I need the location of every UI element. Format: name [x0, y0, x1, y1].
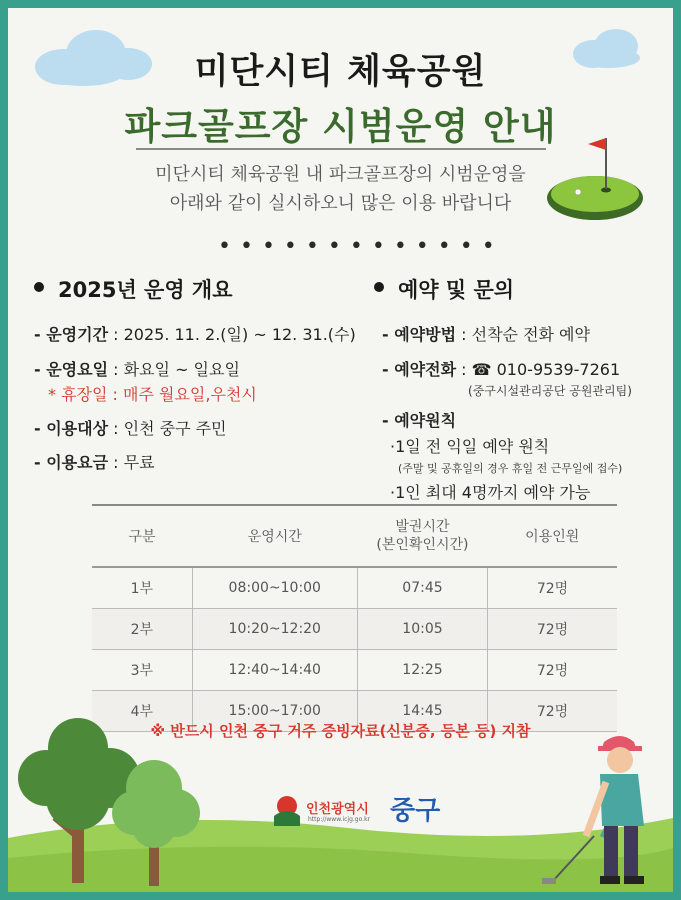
period-item: [34, 322, 356, 345]
table-cell: 07:45: [357, 567, 487, 609]
target-item: [34, 416, 227, 439]
rule-1: ·1일 전 익일 예약 원칙: [390, 437, 550, 456]
fee-value: : 무료: [108, 453, 155, 472]
golf-green-icon: [540, 126, 650, 226]
rule-1-note: (주말 및 공휴일의 경우 휴일 전 근무일에 접수): [398, 462, 623, 475]
table-cell: 72명: [487, 567, 617, 609]
bullet-icon: [374, 282, 384, 292]
table-cell: 12:40~14:40: [192, 650, 357, 691]
table-row: [92, 609, 617, 650]
rule-2: ·1인 최대 4명까지 예약 가능: [390, 483, 591, 502]
intro-line: 아래와 같이 실시하오니 많은 이용 바랍니다: [169, 193, 512, 214]
tree-icon: [14, 708, 214, 888]
days-label: - 운영요일: [34, 360, 109, 379]
method-item: [382, 322, 590, 345]
table-cell: 1부: [92, 567, 192, 609]
days-item: [34, 357, 240, 380]
phone-item: [382, 357, 620, 380]
table-cell: 10:05: [357, 609, 487, 650]
period-value: : 2025. 11. 2.(일) ~ 12. 31.(수): [108, 325, 356, 344]
intro-line: 미단시티 체육공원 내 파크골프장의 시범운영을: [155, 164, 526, 185]
fee-label: - 이용요금: [34, 453, 109, 472]
target-label: - 이용대상: [34, 419, 109, 438]
page-title: 미단시티 체육공원: [194, 52, 487, 92]
table-cell: 14:45: [357, 691, 487, 732]
table-header-row: [92, 505, 617, 567]
method-value: : 선착순 전화 예약: [456, 325, 590, 344]
section-heading-overview: 2025년 운영 개요: [58, 278, 233, 302]
table-header-line: (본인확인시간): [376, 537, 469, 553]
phone-label: - 예약전화: [382, 360, 457, 379]
table-header: 운영시간: [192, 505, 357, 567]
fee-item: [34, 450, 155, 473]
closed-note: * 휴장일 : 매주 월요일,우천시: [48, 385, 257, 404]
table-cell: 72명: [487, 650, 617, 691]
phone-value: : ☎ 010-9539-7261: [456, 360, 621, 379]
incheon-logo-icon: [272, 794, 302, 826]
period-label: - 운영기간: [34, 325, 109, 344]
table-cell: 08:00~10:00: [192, 567, 357, 609]
table-header: 이용인원: [487, 505, 617, 567]
required-documents-note: ※ 반드시 인천 중구 거주 증빙자료(신분증, 등본 등) 지참: [150, 722, 531, 740]
table-cell: 4부: [92, 691, 192, 732]
method-label: - 예약방법: [382, 325, 457, 344]
schedule-table: [92, 504, 617, 732]
target-value: : 인천 중구 주민: [108, 419, 227, 438]
table-header-line: 발권시간: [395, 519, 450, 535]
dot-divider: •••••••••••••: [218, 234, 504, 259]
table-cell: 72명: [487, 609, 617, 650]
table-row: [92, 650, 617, 691]
table-header: 구분: [92, 505, 192, 567]
rules-item: [382, 408, 456, 431]
table-cell: 15:00~17:00: [192, 691, 357, 732]
days-value: : 화요일 ~ 일요일: [108, 360, 240, 379]
logo-url: http://www.icjg.go.kr: [308, 816, 371, 823]
page-subtitle: 파크골프장 시범운영 안내: [124, 105, 557, 148]
bullet-icon: [34, 282, 44, 292]
golfer-icon: [528, 726, 668, 892]
table-cell: 3부: [92, 650, 192, 691]
logo-district-text: 중구: [390, 796, 441, 826]
poster: [8, 8, 673, 892]
rules-label: - 예약원칙: [382, 411, 457, 430]
table-header: [357, 505, 487, 567]
table-cell: 12:25: [357, 650, 487, 691]
table-cell: 10:20~12:20: [192, 609, 357, 650]
divider: [136, 148, 546, 150]
table-cell: 2부: [92, 609, 192, 650]
section-heading-reservation: 예약 및 문의: [398, 278, 515, 302]
phone-org: (중구시설관리공단 공원관리팀): [468, 384, 632, 398]
logo-city-text: 인천광역시: [306, 802, 369, 817]
table-cell: 72명: [487, 691, 617, 732]
table-row: [92, 567, 617, 609]
